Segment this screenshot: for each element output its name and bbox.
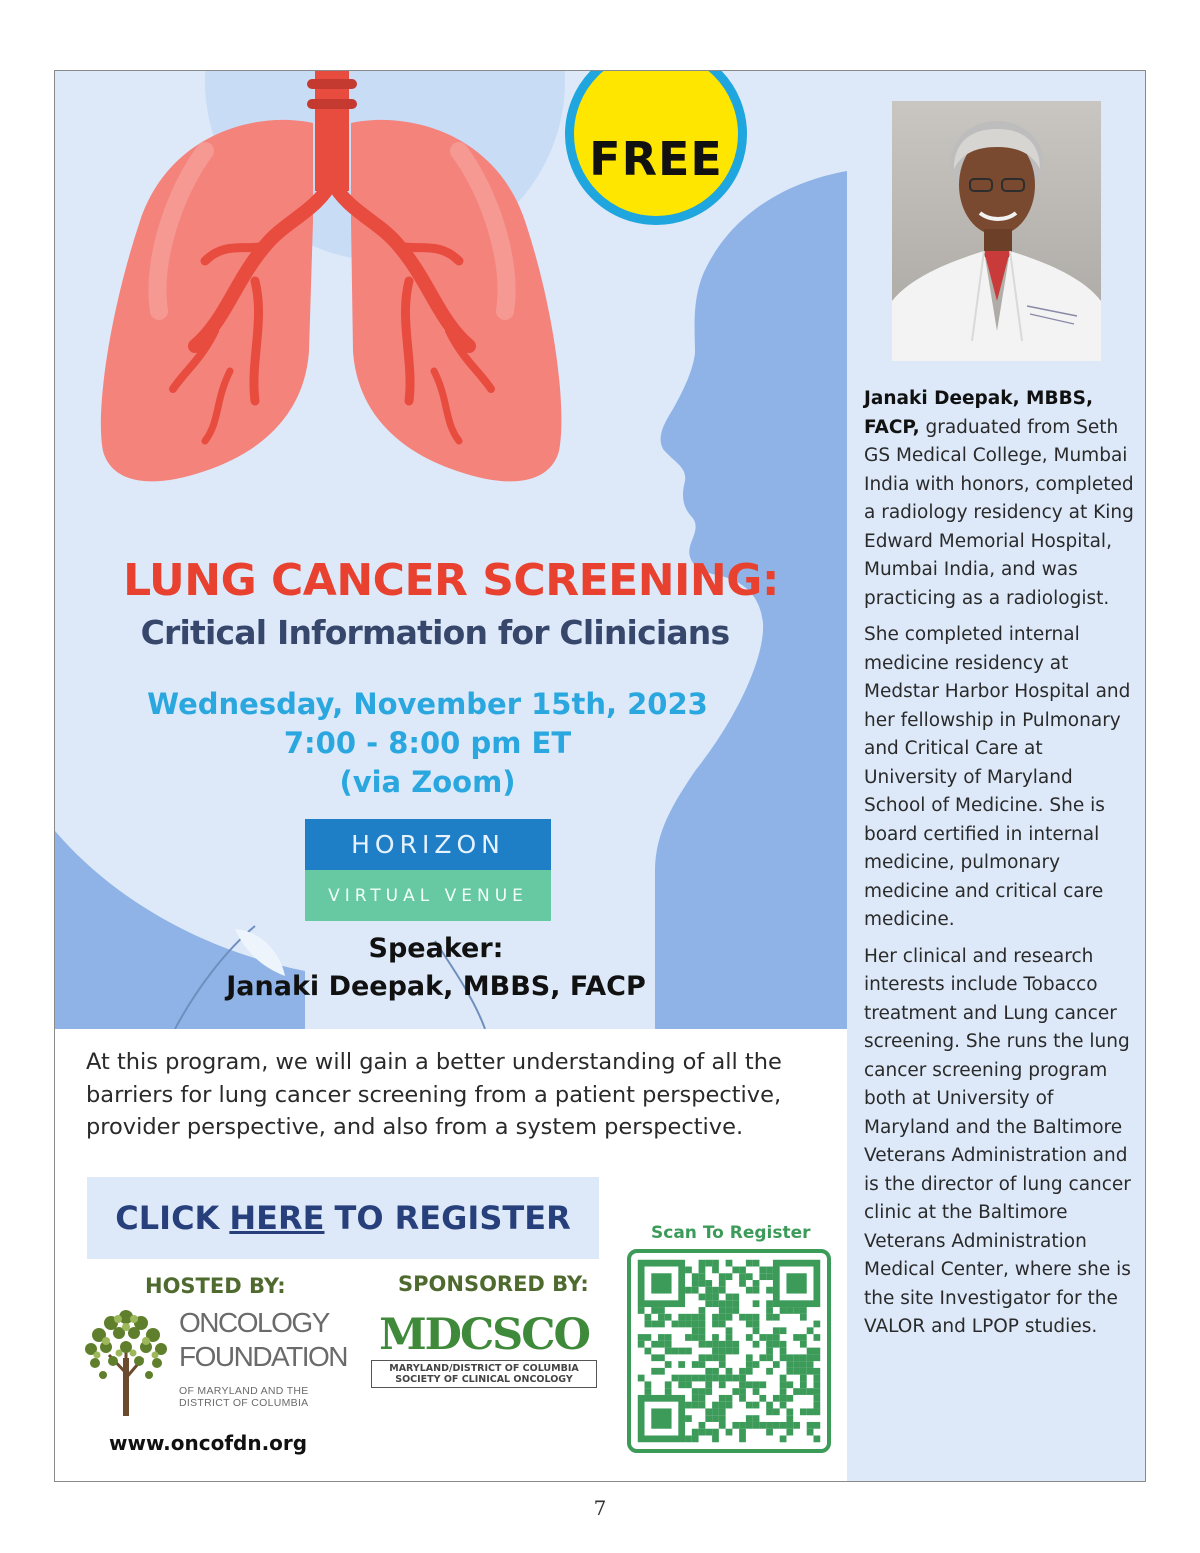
sponsored-by-label: SPONSORED BY:: [398, 1272, 589, 1296]
oncology-logo-line1: ONCOLOGY: [179, 1307, 329, 1338]
hosted-by-label: HOSTED BY:: [145, 1274, 286, 1298]
oncology-logo-small: [179, 1385, 309, 1409]
speaker-sidebar: [847, 71, 1146, 1482]
venue-line2: VIRTUAL VENUE: [328, 885, 528, 906]
venue-line1: HORIZON: [351, 830, 505, 859]
register-prefix: CLICK: [115, 1199, 220, 1237]
website-link[interactable]: www.oncofdn.org: [109, 1431, 308, 1455]
mdcsco-subtitle: [371, 1360, 597, 1388]
bio-paragraph-2: She completed internal medicine residency at Medstar Harbor Hospital and her fellowship in Pulmonary and Critical Care at University of Maryland School of Medicine. She is board certified in internal medicine, pulmonary medicine and critical care medicine.: [864, 624, 1131, 930]
event-datetime: [55, 685, 800, 802]
speaker-bio: [864, 385, 1136, 1350]
hero-panel: [55, 71, 847, 1029]
event-date: Wednesday, November 15th, 2023: [147, 687, 708, 721]
bio-paragraph-1: [864, 385, 1136, 613]
event-title: LUNG CANCER SCREENING:: [123, 555, 779, 606]
event-time: 7:00 - 8:00 pm ET: [283, 726, 572, 760]
page-number: 7: [593, 1496, 607, 1520]
qr-title: Scan To Register: [651, 1223, 811, 1243]
flyer-frame: [54, 70, 1146, 1482]
oncology-foundation-logo: [81, 1303, 348, 1418]
mdcsco-wordmark: MDCSCO: [379, 1310, 589, 1360]
speaker-photo: [892, 101, 1101, 361]
oncology-logo-small1: OF MARYLAND AND THE: [179, 1385, 309, 1397]
mdcsco-logo: [371, 1310, 597, 1389]
program-description: At this program, we will gain a better understanding of all the barriers for lung cancer screening from a patient perspective, provider perspective, and also from a system perspective.: [86, 1049, 782, 1140]
mdcsco-sub1: MARYLAND/DISTRICT OF COLUMBIA: [389, 1363, 579, 1374]
register-suffix: TO REGISTER: [334, 1199, 571, 1237]
register-link[interactable]: HERE: [229, 1199, 325, 1237]
oncology-logo-small2: DISTRICT OF COLUMBIA: [179, 1397, 309, 1409]
speaker-label: Speaker:: [368, 933, 504, 964]
free-text: FREE: [589, 132, 723, 186]
oncology-logo-line2: FOUNDATION: [179, 1341, 348, 1372]
bio-name: Janaki Deepak, MBBS, FACP,: [864, 388, 1094, 438]
qr-code[interactable]: [627, 1249, 831, 1453]
qr-code-icon: [631, 1253, 827, 1449]
event-format: (via Zoom): [339, 765, 516, 799]
event-subtitle: Critical Information for Clinicians: [140, 613, 730, 652]
mdcsco-sub2: SOCIETY OF CLINICAL ONCOLOGY: [395, 1374, 573, 1385]
bio-text-1: graduated from Seth GS Medical College, Mumbai India with honors, completed a radiology residency at King Edward Memorial Hospital, Mumbai India, and was practicing as a radiologist.: [864, 416, 1134, 609]
oak-tree-icon: [81, 1303, 171, 1418]
horizon-venue-logo: [305, 819, 551, 921]
register-banner[interactable]: [87, 1177, 599, 1259]
speaker-name: Janaki Deepak, MBBS, FACP: [226, 971, 646, 1002]
bio-paragraph-3: Her clinical and research interests include Tobacco treatment and Lung cancer screening. She runs the lung cancer screening program both at University of Maryland and the Baltimore Veterans Administration and is the director of lung cancer clinic at the Baltimore Veterans Administration Medical Center, where she is the site Investigator for the VALOR and LPOP studies.: [864, 945, 1131, 1337]
